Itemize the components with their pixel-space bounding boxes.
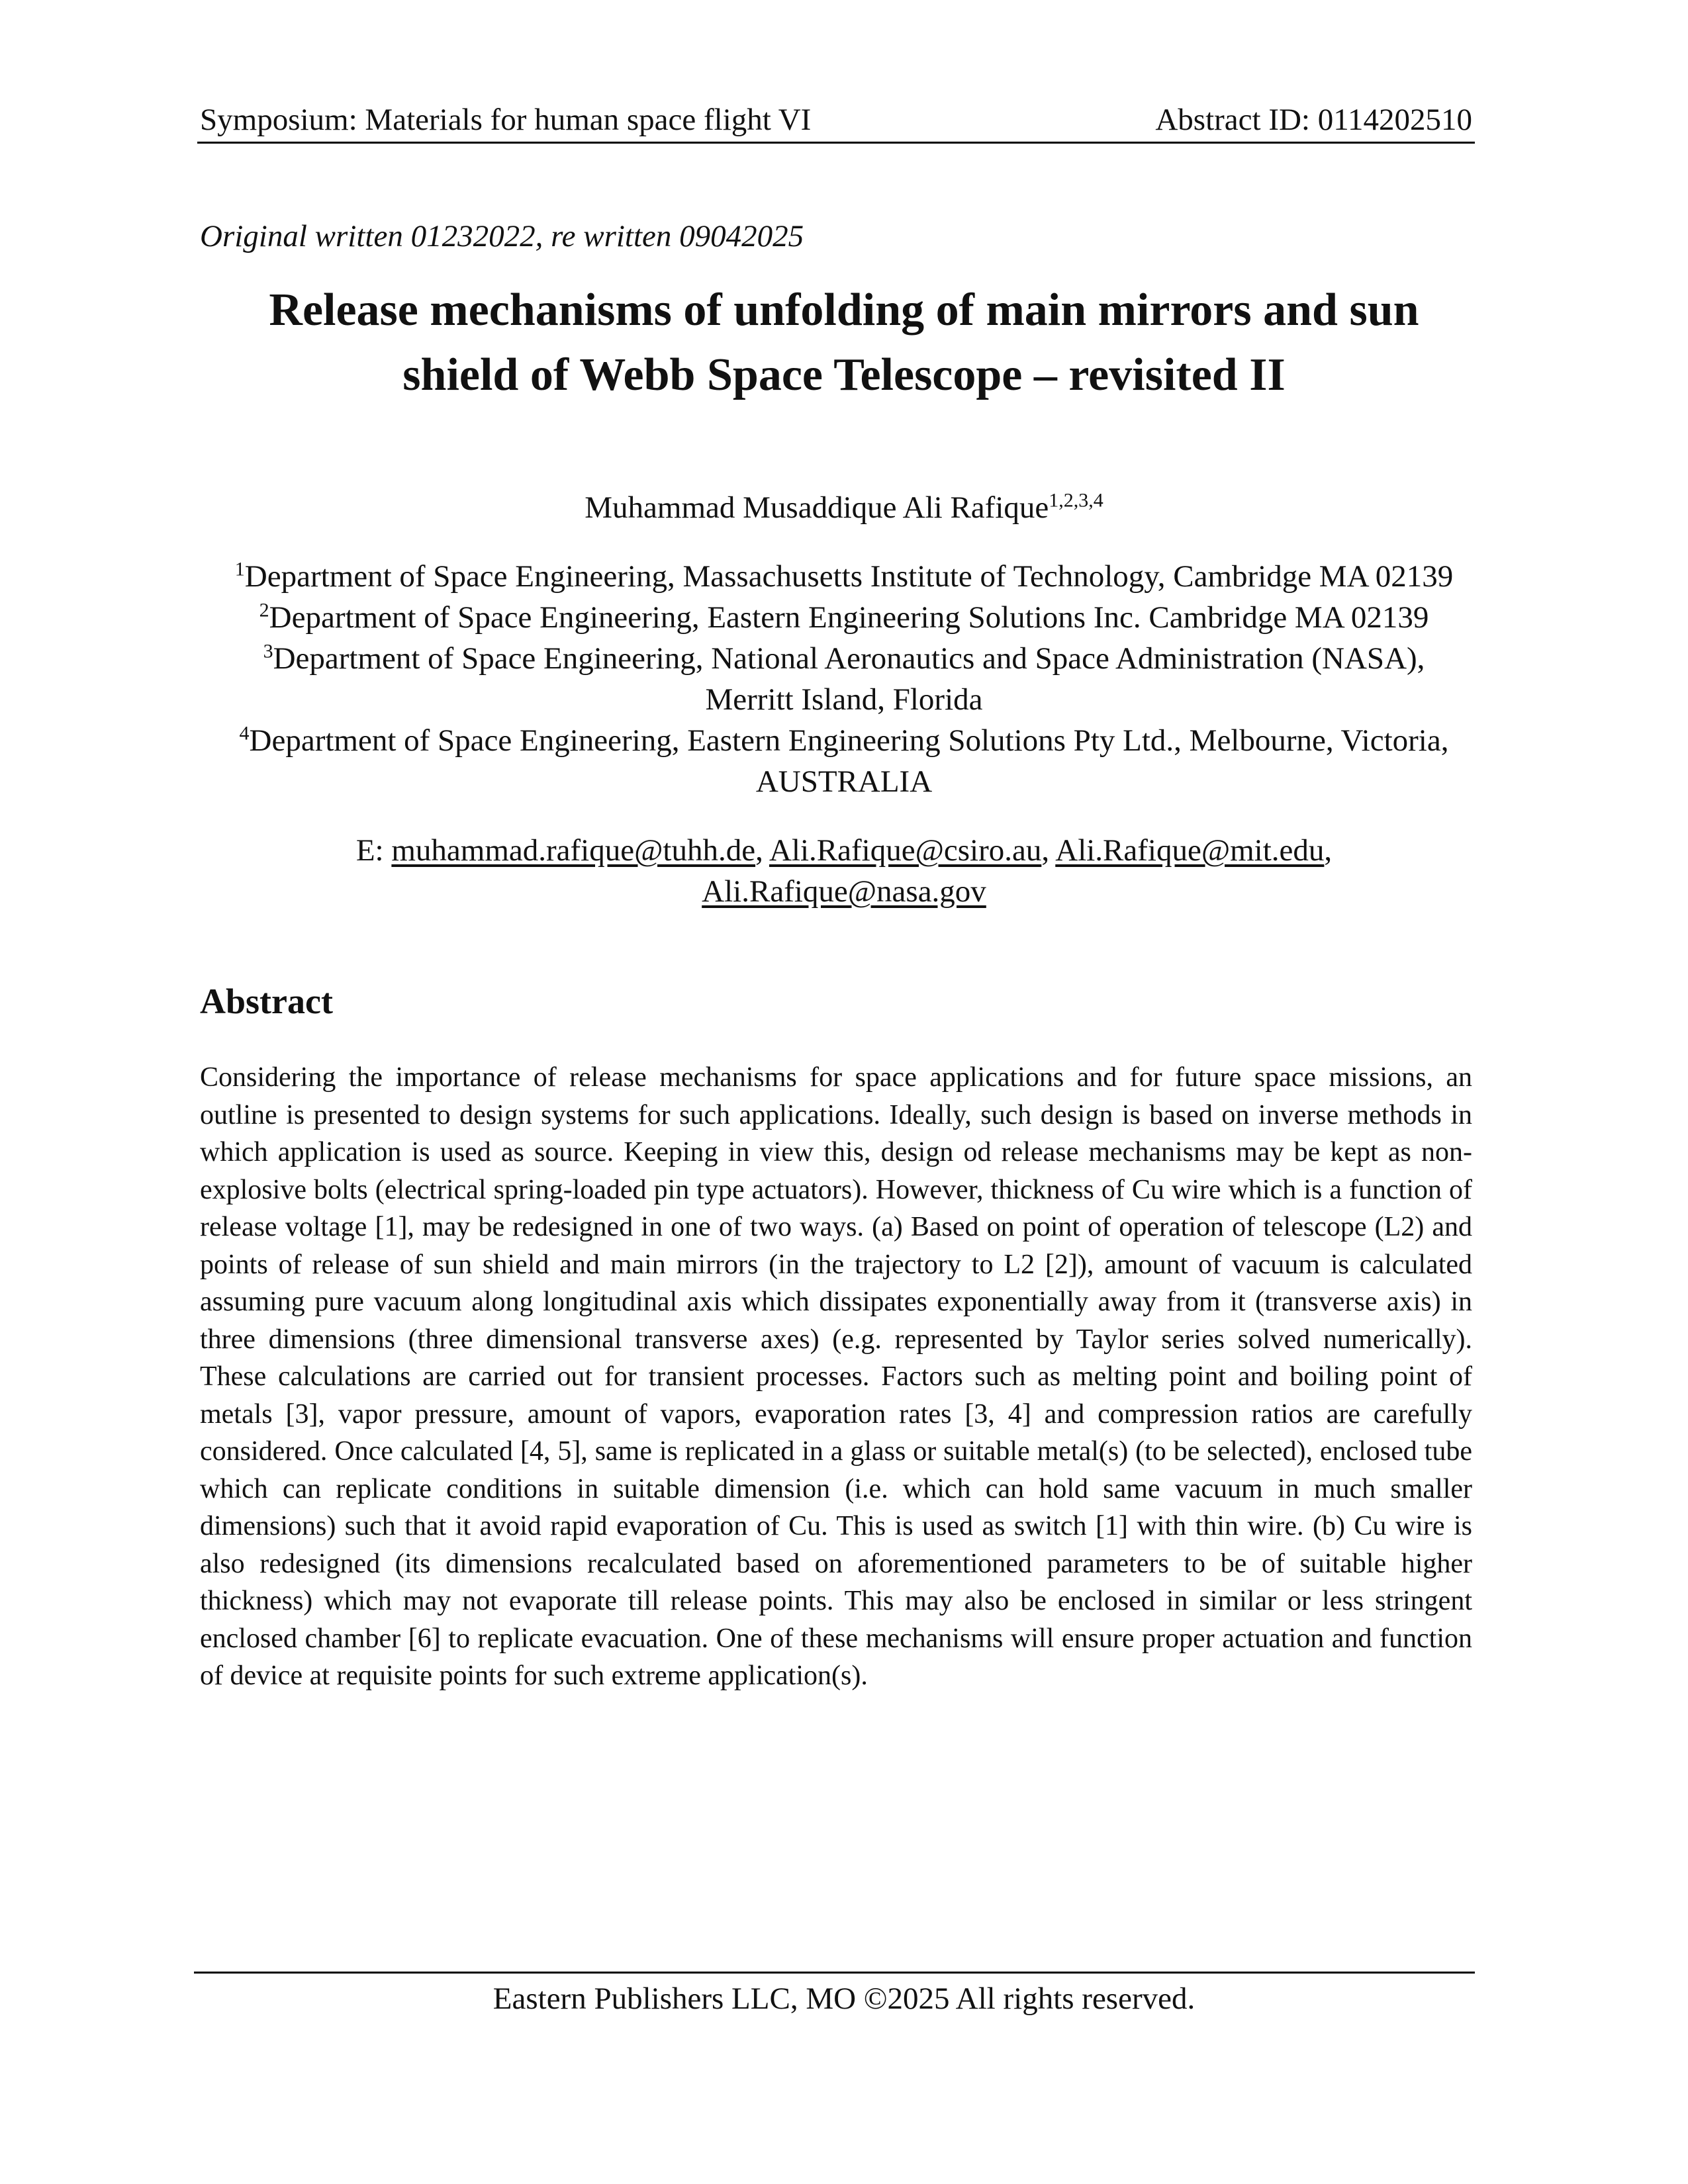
abstract-heading: Abstract — [200, 981, 333, 1021]
author-affiliation-marks: 1,2,3,4 — [1049, 489, 1103, 512]
affiliation-2-mark: 2 — [259, 599, 269, 621]
affiliation-4-mark: 4 — [239, 722, 250, 745]
running-header — [197, 98, 1475, 144]
abstract-id: Abstract ID: 0114202510 — [1155, 103, 1472, 137]
affiliation-4-continued: AUSTRALIA — [755, 764, 933, 799]
affiliation-3-continued: Merritt Island, Florida — [705, 682, 983, 717]
affiliation-1-text: Department of Space Engineering, Massachusetts Institute of Technology, Cambridge MA 02139 — [244, 559, 1454, 594]
author-line — [165, 490, 1523, 525]
author-name: Muhammad Musaddique Ali Rafique — [585, 490, 1049, 525]
title-line-1: Release mechanisms of unfolding of main mirrors and sun — [269, 285, 1419, 336]
affiliation-2-text: Department of Space Engineering, Eastern Engineering Solutions Inc. Cambridge MA 02139 — [269, 600, 1429, 635]
revision-note: Original written 01232022, re written 09042025 — [200, 219, 804, 253]
affiliation-2 — [132, 597, 1556, 638]
affiliation-1 — [132, 556, 1556, 597]
affiliation-3-mark: 3 — [263, 640, 273, 662]
email-link-mit[interactable]: Ali.Rafique@mit.edu — [1055, 833, 1325, 868]
paper-title — [165, 278, 1523, 408]
title-line-2: shield of Webb Space Telescope – revisited II — [402, 349, 1286, 400]
symposium-name: Symposium: Materials for human space flight VI — [200, 103, 812, 137]
email-row-1: E: muhammad.rafique@tuhh.de, Ali.Rafique@csiro.au, Ali.Rafique@mit.edu, — [355, 833, 1333, 868]
email-block — [165, 830, 1523, 912]
email-prefix: E: — [355, 833, 392, 868]
footer-divider — [194, 1972, 1475, 1974]
footer-copyright: Eastern Publishers LLC, MO ©2025 All rights reserved. — [492, 1981, 1196, 2016]
affiliation-3-text: Department of Space Engineering, National Aeronautics and Space Administration (NASA), — [273, 641, 1425, 676]
affiliation-1-mark: 1 — [234, 558, 245, 580]
affiliation-4 — [132, 720, 1556, 761]
email-row-2 — [165, 871, 1523, 912]
affiliation-3 — [132, 638, 1556, 679]
email-link-tuhh[interactable]: muhammad.rafique@tuhh.de — [391, 833, 756, 868]
email-link-nasa[interactable]: Ali.Rafique@nasa.gov — [702, 874, 986, 909]
affiliations — [132, 556, 1556, 802]
email-link-csiro[interactable]: Ali.Rafique@csiro.au — [769, 833, 1042, 868]
abstract-text: Considering the importance of release mechanisms for space applications and for future space missions, an outline is presented to design systems for such applications. Ideally, such design is based on inverse methods in which application is used as source. Keeping in view this, design od release mechanisms may be kept as non-explosive bolts (electrical spring-loaded pin type actuators). However, thickness of Cu wire which is a function of release voltage [1], may be redesigned in one of two ways. (a) Based on point of operation of telescope (L2) and points of release of sun shield and main mirrors (in the trajectory to L2 [2]), amount of vacuum is calculated assuming pure vacuum along longitudinal axis which dissipates exponentially away from it (transverse axis) in three dimensions (three dimensional transverse axes) (e.g. represented by Taylor series solved numerically). These calculations are carried out for transient processes. Factors such as melting point and boiling point of metals [3], vapor pressure, amount of vapors, evaporation rates [3, 4] and compression ratios are carefully considered. Once calculated [4, 5], same is replicated in a glass or suitable metal(s) (to be selected), enclosed tube which can replicate conditions in suitable dimension (i.e. which can hold same vacuum in much smaller dimensions) such that it avoid rapid evaporation of Cu. This is used as switch [1] with thin wire. (b) Cu wire is also redesigned (its dimensions recalculated based on aforementioned parameters to be of suitable higher thickness) which may not evaporate till release points. This may also be enclosed in similar or less stringent enclosed chamber [6] to replicate evacuation. One of these mechanisms will ensure proper actuation and function of device at requisite points for such extreme application(s). — [200, 1062, 1472, 1691]
affiliation-4-text: Department of Space Engineering, Eastern Engineering Solutions Pty Ltd., Melbourne, Victoria, — [249, 723, 1449, 758]
